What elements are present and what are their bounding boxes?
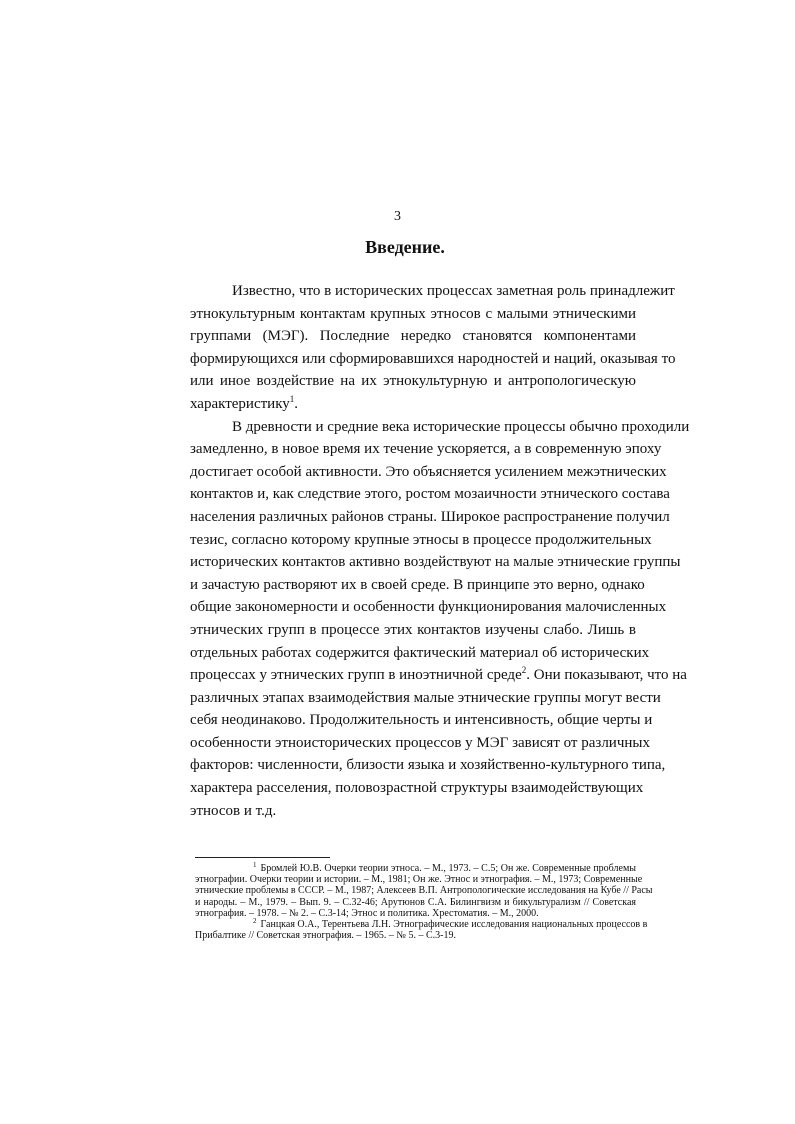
footnote-line xyxy=(195,897,636,908)
footnote-text: Прибалтике // Советская этнография. – 1965. – № 5. – С.3-19. xyxy=(195,930,456,942)
line-text: и зачастую растворяют их в своей среде. В принципе это верно, однако xyxy=(190,576,645,593)
line-text: исторических контактов активно воздействуют на малые этнические группы xyxy=(190,554,681,571)
footnote-number: 1 xyxy=(253,860,257,869)
line-text: . xyxy=(294,395,299,412)
line-text: особенности этноисторических процессов у МЭГ зависят от различных xyxy=(190,734,650,751)
line-text: этносов и т.д. xyxy=(190,802,277,819)
line-text: Известно, что в исторических процессах заметная роль принадлежит xyxy=(232,283,675,299)
text-line xyxy=(190,303,636,326)
text-line xyxy=(190,777,644,800)
line-text: процессах у этнических групп в иноэтничной среде xyxy=(190,667,522,684)
line-text: характера расселения, половозрастной структуры взаимодействующих xyxy=(190,780,644,797)
text-line xyxy=(190,754,666,777)
footnote-text: этнические проблемы в СССР. – М., 1987; Алексеев В.П. Антропологические исследования на Кубе // Расы xyxy=(195,885,653,897)
line-text: замедленно, в новое время их течение ускоряется, а в современную эпоху xyxy=(190,441,662,458)
footnote-separator xyxy=(195,857,330,858)
footnote-number: 2 xyxy=(253,916,257,925)
text-line xyxy=(190,687,661,710)
footnote-ref: 1 xyxy=(289,393,295,404)
text-line xyxy=(190,529,652,552)
line-text: достигает особой активности. Это объясняется усилением межэтнических xyxy=(190,463,667,480)
line-text: этнических групп в процессе этих контактов изучены слабо. Лишь в xyxy=(190,621,636,638)
text-line xyxy=(190,506,670,529)
footnote xyxy=(195,916,648,942)
line-text: характеристику xyxy=(190,395,290,412)
page-title: Введение. xyxy=(365,237,445,257)
footnote-text: Бромлей Ю.В. Очерки теории этноса. – М., 1973. – С.5; Он же. Современные проблемы xyxy=(260,863,636,874)
text-line xyxy=(190,416,690,439)
footnote-ref: 2 xyxy=(521,665,527,676)
text-line xyxy=(190,664,687,687)
footnote-text: Ганцкая О.А., Терентьева Л.Н. Этнографические исследования национальных процессов в xyxy=(260,918,648,930)
line-text: или иное воздействие на их этнокультурную и антропологическую xyxy=(190,373,636,390)
text-line xyxy=(190,709,653,732)
text-line xyxy=(190,551,681,574)
line-text: В древности и средние века исторические процессы обычно проходили xyxy=(232,418,690,435)
line-text: формирующихся или сформировавшихся народностей и наций, оказывая то xyxy=(190,350,676,367)
footnote xyxy=(195,860,653,919)
text-line xyxy=(190,280,675,303)
footnotes xyxy=(195,860,653,942)
line-text: различных этапах взаимодействия малые этнические группы могут вести xyxy=(190,689,661,706)
footnote-line xyxy=(195,860,636,874)
text-line xyxy=(190,642,650,665)
line-text: факторов: численности, близости языка и хозяйственно-культурного типа, xyxy=(190,757,666,774)
text-line xyxy=(190,483,670,506)
footnote-line xyxy=(195,930,636,941)
footnote-text: этнография. – 1978. – № 2. – С.3-14; Этнос и политика. Хрестоматия. – М., 2000. xyxy=(195,907,539,919)
footnote-line xyxy=(195,885,653,897)
text-line xyxy=(190,732,650,755)
footnote-line xyxy=(195,874,643,886)
text-line xyxy=(190,800,636,823)
text-line xyxy=(190,596,667,619)
line-text: . Они показывают, что на xyxy=(526,667,687,684)
text-line xyxy=(190,348,676,371)
text-line xyxy=(190,461,667,484)
paragraph xyxy=(190,280,676,416)
line-text: себя неодинаково. Продолжительность и интенсивность, общие черты и xyxy=(190,712,653,729)
line-text: контактов и, как следствие этого, ростом мозаичности этнического состава xyxy=(190,486,670,503)
text-line xyxy=(190,325,636,348)
text-line xyxy=(190,393,636,416)
footnote-line xyxy=(195,908,636,919)
footnote-line xyxy=(195,916,648,930)
line-text: общие закономерности и особенности функционирования малочисленных xyxy=(190,599,667,616)
line-text: населения различных районов страны. Широкое распространение получил xyxy=(190,508,670,525)
text-line xyxy=(190,370,636,393)
line-text: тезис, согласно которому крупные этносы в процессе продолжительных xyxy=(190,531,652,548)
footnote-text: и народы. – М., 1979. – Вып. 9. – С.32-46; Арутюнов С.А. Билингвизм и бикультурализм // Советская xyxy=(195,896,636,908)
text-line xyxy=(190,619,636,642)
page-number: 3 xyxy=(394,209,401,224)
paragraph xyxy=(190,416,690,823)
line-text: этнокультурным контактам крупных этносов с малыми этническими xyxy=(190,305,636,322)
body-text xyxy=(190,280,690,822)
line-text: отдельных работах содержится фактический материал об исторических xyxy=(190,644,650,661)
footnote-text: этнографии. Очерки теории и истории. – М., 1981; Он же. Этнос и этнография. – М., 1973; Современные xyxy=(195,874,643,886)
line-text: группами (МЭГ). Последние нередко становятся компонентами xyxy=(190,328,636,345)
text-line xyxy=(190,574,645,597)
text-line xyxy=(190,438,662,461)
